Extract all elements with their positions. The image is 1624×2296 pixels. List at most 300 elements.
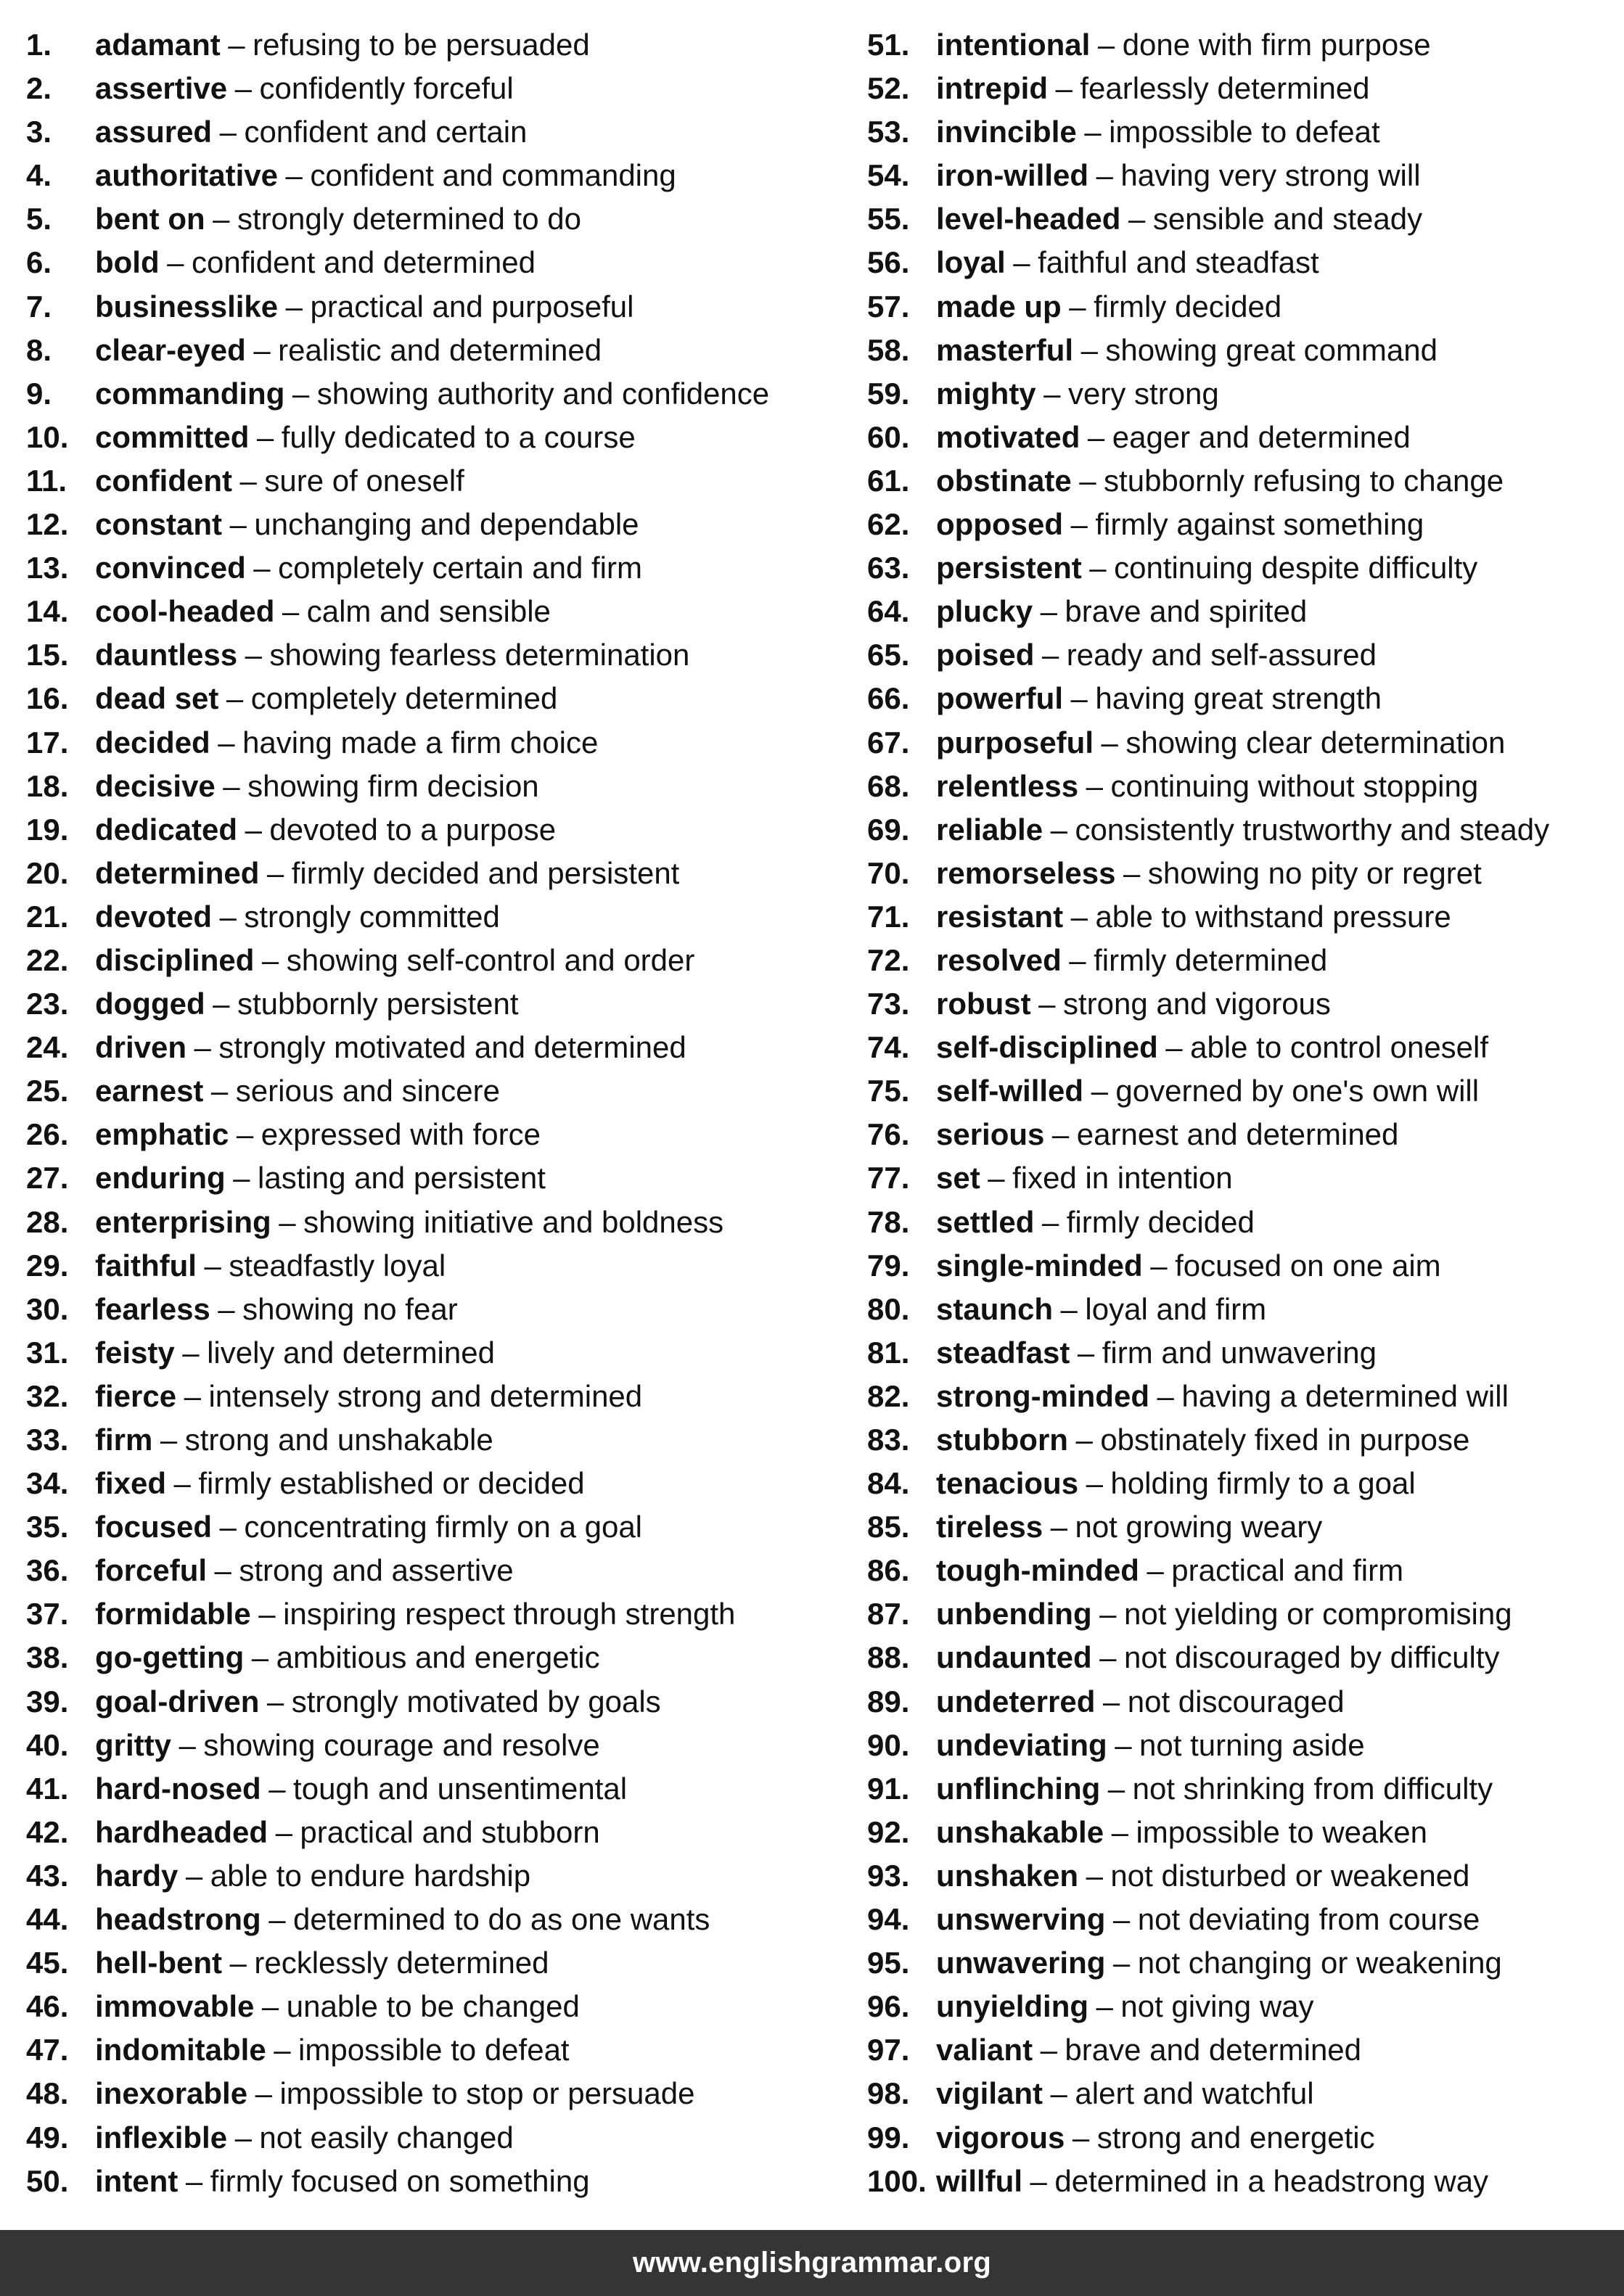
list-item <box>867 1592 1622 1636</box>
item-word: decided <box>95 725 210 760</box>
item-number: 90. <box>867 1727 910 1762</box>
list-item <box>26 1156 839 1200</box>
item-separator: – <box>239 463 257 498</box>
item-separator: – <box>1060 1291 1078 1326</box>
item-word: tough-minded <box>936 1553 1139 1588</box>
item-definition: having great strength <box>1095 681 1382 716</box>
list-item <box>867 1375 1622 1418</box>
item-number: 74. <box>867 1030 910 1065</box>
item-number: 14. <box>26 594 69 629</box>
item-word: poised <box>936 638 1035 672</box>
item-separator: – <box>184 1378 201 1413</box>
item-definition: lasting and persistent <box>258 1161 546 1196</box>
list-item <box>26 982 839 1026</box>
item-definition: not giving way <box>1120 1989 1314 2024</box>
item-number: 53. <box>867 115 910 149</box>
item-definition: determined in a headstrong way <box>1054 2163 1489 2198</box>
item-separator: – <box>245 638 262 672</box>
item-number: 84. <box>867 1466 910 1501</box>
item-definition: not discouraged by difficulty <box>1124 1640 1500 1675</box>
item-separator: – <box>218 1291 235 1326</box>
item-separator: – <box>1050 812 1067 847</box>
item-definition: able to withstand pressure <box>1095 899 1451 934</box>
list-item <box>26 503 839 546</box>
item-separator: – <box>1013 245 1030 280</box>
item-word: made up <box>936 289 1062 324</box>
list-item <box>26 1288 839 1331</box>
item-definition: consistently trustworthy and steady <box>1075 812 1550 847</box>
item-separator: – <box>226 681 244 716</box>
item-separator: – <box>1070 507 1088 542</box>
item-definition: stubbornly refusing to change <box>1104 463 1504 498</box>
item-definition: strong and vigorous <box>1063 987 1331 1021</box>
list-item <box>26 808 839 852</box>
item-word: intent <box>95 2163 179 2198</box>
item-separator: – <box>167 245 184 280</box>
list-item <box>867 633 1622 677</box>
item-number: 87. <box>867 1597 910 1632</box>
item-definition: not disturbed or weakened <box>1110 1858 1470 1893</box>
item-definition: unchanging and dependable <box>254 507 639 542</box>
list-item <box>26 546 839 590</box>
item-word: dauntless <box>95 638 238 672</box>
item-word: adamant <box>95 28 221 62</box>
item-number: 30. <box>26 1291 69 1326</box>
item-separator: – <box>1165 1030 1183 1065</box>
list-item <box>26 23 839 67</box>
item-separator: – <box>268 1902 286 1937</box>
item-word: staunch <box>936 1291 1054 1326</box>
list-item <box>26 1505 839 1549</box>
item-definition: calm and sensible <box>306 594 551 629</box>
item-word: cool-headed <box>95 594 275 629</box>
item-separator: – <box>1070 681 1088 716</box>
item-separator: – <box>1150 1248 1168 1283</box>
item-number: 98. <box>867 2076 910 2111</box>
item-definition: impossible to weaken <box>1136 1814 1427 1849</box>
item-number: 12. <box>26 507 69 542</box>
item-separator: – <box>1080 332 1098 367</box>
item-number: 5. <box>26 202 52 236</box>
item-number: 42. <box>26 1814 69 1849</box>
item-definition: confident and determined <box>192 245 536 280</box>
item-word: undeviating <box>936 1727 1107 1762</box>
item-separator: – <box>218 725 235 760</box>
item-word: intrepid <box>936 71 1048 106</box>
item-number: 85. <box>867 1510 910 1544</box>
list-item <box>26 765 839 808</box>
item-number: 63. <box>867 551 910 585</box>
list-item <box>867 1724 1622 1767</box>
item-word: unbending <box>936 1597 1092 1632</box>
item-word: settled <box>936 1204 1035 1239</box>
item-number: 75. <box>867 1074 910 1108</box>
item-word: go-getting <box>95 1640 245 1675</box>
item-separator: – <box>1079 463 1096 498</box>
item-separator: – <box>213 202 230 236</box>
item-separator: – <box>233 1161 250 1196</box>
item-number: 69. <box>867 812 910 847</box>
list-item <box>26 67 839 110</box>
item-definition: strongly motivated and determined <box>218 1030 686 1065</box>
item-separator: – <box>266 855 284 890</box>
item-number: 83. <box>867 1423 910 1457</box>
item-definition: impossible to defeat <box>298 2033 570 2067</box>
item-number: 66. <box>867 681 910 716</box>
item-word: resistant <box>936 899 1064 934</box>
item-number: 59. <box>867 376 910 411</box>
item-definition: confident and certain <box>244 115 528 149</box>
item-number: 45. <box>26 1946 69 1980</box>
item-separator: – <box>204 1248 221 1283</box>
item-number: 26. <box>26 1117 69 1152</box>
list-item <box>867 154 1622 197</box>
item-separator: – <box>1077 1335 1095 1370</box>
item-separator: – <box>285 158 303 193</box>
item-word: committed <box>95 419 250 454</box>
item-separator: – <box>1084 115 1102 149</box>
item-separator: – <box>285 289 303 324</box>
item-separator: – <box>251 1640 269 1675</box>
item-separator: – <box>1086 768 1103 803</box>
item-separator: – <box>988 1161 1005 1196</box>
item-number: 11. <box>26 463 67 498</box>
item-word: steadfast <box>936 1335 1070 1370</box>
item-separator: – <box>261 1989 279 2024</box>
list-item <box>867 982 1622 1026</box>
item-word: persistent <box>936 551 1082 585</box>
item-number: 50. <box>26 2163 69 2198</box>
item-number: 39. <box>26 1684 69 1719</box>
item-definition: strongly committed <box>244 899 500 934</box>
item-word: masterful <box>936 332 1074 367</box>
item-number: 55. <box>867 202 910 236</box>
item-number: 46. <box>26 1989 69 2024</box>
list-item <box>26 1941 839 1985</box>
item-number: 89. <box>867 1684 910 1719</box>
item-definition: firmly decided and persistent <box>291 855 680 890</box>
item-separator: – <box>1099 1640 1117 1675</box>
item-number: 27. <box>26 1161 69 1196</box>
item-definition: not changing or weakening <box>1137 1946 1502 1980</box>
item-word: motivated <box>936 419 1080 454</box>
item-definition: not shrinking from difficulty <box>1132 1771 1493 1806</box>
item-separator: – <box>1115 1727 1132 1762</box>
item-separator: – <box>1157 1378 1174 1413</box>
item-definition: impossible to stop or persuade <box>279 2076 695 2111</box>
item-word: bent on <box>95 202 205 236</box>
item-separator: – <box>219 1510 237 1544</box>
list-item <box>867 503 1622 546</box>
list-item <box>867 1331 1622 1375</box>
item-word: dead set <box>95 681 219 716</box>
item-definition: ready and self-assured <box>1066 638 1377 672</box>
list-item <box>867 677 1622 720</box>
item-definition: loyal and firm <box>1085 1291 1267 1326</box>
item-separator: – <box>210 1074 229 1108</box>
item-word: obstinate <box>936 463 1072 498</box>
item-word: focused <box>95 1510 213 1544</box>
item-word: vigorous <box>936 2120 1065 2155</box>
item-word: decisive <box>95 768 216 803</box>
list-item <box>26 1680 839 1724</box>
item-definition: strongly determined to do <box>237 202 581 236</box>
item-separator: – <box>1107 1771 1125 1806</box>
item-definition: showing no pity or regret <box>1147 855 1482 890</box>
list-item <box>26 2072 839 2115</box>
list-item <box>26 1113 839 1156</box>
list-item <box>26 285 839 329</box>
item-definition: having made a firm choice <box>242 725 599 760</box>
item-word: fixed <box>95 1466 167 1501</box>
item-separator: – <box>194 1030 211 1065</box>
item-separator: – <box>258 1597 276 1632</box>
item-number: 97. <box>867 2033 910 2067</box>
item-number: 57. <box>867 289 910 324</box>
list-item <box>26 939 839 982</box>
item-number: 10. <box>26 419 69 454</box>
item-separator: – <box>173 1466 191 1501</box>
item-number: 64. <box>867 594 910 629</box>
item-word: willful <box>936 2163 1022 2198</box>
item-word: dedicated <box>95 812 238 847</box>
item-definition: recklessly determined <box>254 1946 549 1980</box>
list-item <box>867 1505 1622 1549</box>
item-definition: not deviating from course <box>1137 1902 1480 1937</box>
item-separator: – <box>274 2033 291 2067</box>
item-definition: showing self-control and order <box>286 942 695 977</box>
item-number: 93. <box>867 1858 910 1893</box>
item-word: feisty <box>95 1335 175 1370</box>
item-word: stubborn <box>936 1423 1068 1457</box>
item-definition: intensely strong and determined <box>208 1378 643 1413</box>
item-separator: – <box>268 1771 286 1806</box>
item-number: 54. <box>867 158 910 193</box>
item-separator: – <box>1086 1466 1103 1501</box>
item-word: undaunted <box>936 1640 1092 1675</box>
item-separator: – <box>1147 1553 1164 1588</box>
list-item <box>867 23 1622 67</box>
list-item <box>867 721 1622 765</box>
item-definition: practical and purposeful <box>310 289 634 324</box>
item-number: 47. <box>26 2033 69 2067</box>
item-separator: – <box>228 28 245 62</box>
item-separator: – <box>1055 71 1073 106</box>
item-number: 25. <box>26 1074 69 1108</box>
item-definition: eager and determined <box>1112 419 1411 454</box>
item-definition: having a determined will <box>1181 1378 1509 1413</box>
item-separator: – <box>1111 1814 1128 1849</box>
item-number: 56. <box>867 245 910 280</box>
item-word: disciplined <box>95 942 255 977</box>
item-definition: devoted to a purpose <box>269 812 557 847</box>
item-definition: firmly decided <box>1094 289 1282 324</box>
list-item <box>867 852 1622 895</box>
item-separator: – <box>1123 855 1141 890</box>
item-word: indomitable <box>95 2033 266 2067</box>
item-number: 40. <box>26 1727 69 1762</box>
list-item <box>867 2028 1622 2072</box>
item-number: 61. <box>867 463 910 498</box>
item-definition: refusing to be persuaded <box>253 28 590 62</box>
item-word: loyal <box>936 245 1006 280</box>
list-item <box>26 2116 839 2160</box>
list-item <box>26 459 839 503</box>
item-number: 71. <box>867 899 910 934</box>
item-word: vigilant <box>936 2076 1043 2111</box>
item-number: 8. <box>26 332 52 367</box>
item-definition: showing great command <box>1105 332 1438 367</box>
list-item <box>26 1418 839 1462</box>
list-item <box>26 1854 839 1898</box>
item-definition: firm and unwavering <box>1102 1335 1377 1370</box>
item-word: firm <box>95 1423 153 1457</box>
list-item <box>26 1636 839 1679</box>
item-separator: – <box>1099 1597 1117 1632</box>
item-word: goal-driven <box>95 1684 260 1719</box>
list-item <box>867 895 1622 939</box>
item-definition: inspiring respect through strength <box>283 1597 736 1632</box>
item-number: 7. <box>26 289 52 324</box>
item-word: earnest <box>95 1074 204 1108</box>
item-separator: – <box>282 594 300 629</box>
item-word: purposeful <box>936 725 1094 760</box>
list-item <box>867 1811 1622 1854</box>
item-number: 19. <box>26 812 69 847</box>
item-number: 2. <box>26 71 52 106</box>
item-number: 51. <box>867 28 910 62</box>
item-separator: – <box>245 812 262 847</box>
item-word: inexorable <box>95 2076 248 2111</box>
item-definition: strongly motivated by goals <box>291 1684 661 1719</box>
item-number: 21. <box>26 899 69 934</box>
item-number: 91. <box>867 1771 910 1806</box>
item-number: 94. <box>867 1902 910 1937</box>
item-definition: firmly decided <box>1066 1204 1255 1239</box>
item-word: unflinching <box>936 1771 1101 1806</box>
list-item <box>867 372 1622 416</box>
list-item <box>867 67 1622 110</box>
item-separator: – <box>1040 2033 1057 2067</box>
item-separator: – <box>1075 1423 1093 1457</box>
item-separator: – <box>261 942 279 977</box>
item-word: assured <box>95 115 213 149</box>
item-separator: – <box>1038 987 1056 1021</box>
item-number: 3. <box>26 115 52 149</box>
item-separator: – <box>1072 2120 1090 2155</box>
item-definition: sensible and steady <box>1152 202 1423 236</box>
item-definition: impossible to defeat <box>1109 115 1380 149</box>
item-word: set <box>936 1161 980 1196</box>
list-item <box>867 2072 1622 2115</box>
list-item <box>867 765 1622 808</box>
item-number: 100. <box>867 2163 927 2198</box>
item-word: clear-eyed <box>95 332 246 367</box>
list-item <box>867 1985 1622 2028</box>
item-word: undeterred <box>936 1684 1096 1719</box>
item-word: plucky <box>936 594 1033 629</box>
item-definition: confident and commanding <box>310 158 676 193</box>
item-number: 67. <box>867 725 910 760</box>
item-word: resolved <box>936 942 1062 977</box>
item-definition: determined to do as one wants <box>293 1902 710 1937</box>
item-number: 29. <box>26 1248 69 1283</box>
list-item <box>26 852 839 895</box>
list-item <box>867 590 1622 633</box>
item-separator: – <box>1050 1510 1067 1544</box>
item-separator: – <box>1040 594 1057 629</box>
item-word: hard-nosed <box>95 1771 261 1806</box>
item-separator: – <box>214 1553 231 1588</box>
item-definition: not easily changed <box>259 2120 514 2155</box>
item-word: unwavering <box>936 1946 1106 1980</box>
list-item <box>26 895 839 939</box>
item-number: 36. <box>26 1553 69 1588</box>
item-definition: completely certain and firm <box>278 551 642 585</box>
footer-url[interactable]: www.englishgrammar.org <box>632 2247 992 2279</box>
item-number: 95. <box>867 1946 910 1980</box>
item-definition: not yielding or compromising <box>1123 1597 1512 1632</box>
item-definition: continuing without stopping <box>1110 768 1479 803</box>
item-definition: focused on one aim <box>1175 1248 1441 1283</box>
list-item <box>867 1941 1622 1985</box>
list-item <box>26 1767 839 1811</box>
item-word: driven <box>95 1030 187 1065</box>
item-number: 34. <box>26 1466 69 1501</box>
item-separator: – <box>253 551 271 585</box>
item-number: 77. <box>867 1161 910 1196</box>
item-word: valiant <box>936 2033 1033 2067</box>
item-number: 33. <box>26 1423 69 1457</box>
item-word: headstrong <box>95 1902 261 1937</box>
list-item <box>26 2160 839 2203</box>
item-separator: – <box>279 1204 296 1239</box>
list-item <box>26 1201 839 1244</box>
item-number: 16. <box>26 681 69 716</box>
item-separator: – <box>1097 28 1115 62</box>
item-number: 41. <box>26 1771 69 1806</box>
item-number: 35. <box>26 1510 69 1544</box>
item-number: 76. <box>867 1117 910 1152</box>
item-separator: – <box>253 332 271 367</box>
list-item <box>26 1331 839 1375</box>
list-item <box>867 808 1622 852</box>
item-number: 79. <box>867 1248 910 1283</box>
list-item <box>26 1462 839 1505</box>
item-number: 70. <box>867 855 910 890</box>
item-definition: fearlessly determined <box>1080 71 1370 106</box>
item-separator: – <box>185 2163 203 2198</box>
item-separator: – <box>179 1727 196 1762</box>
item-separator: – <box>256 419 274 454</box>
item-word: businesslike <box>95 289 279 324</box>
item-definition: serious and sincere <box>235 1074 500 1108</box>
item-definition: obstinately fixed in purpose <box>1100 1423 1470 1457</box>
item-word: forceful <box>95 1553 208 1588</box>
list-item <box>867 1026 1622 1069</box>
item-word: relentless <box>936 768 1079 803</box>
list-item <box>26 1898 839 1941</box>
item-number: 99. <box>867 2120 910 2155</box>
item-word: immovable <box>95 1989 255 2024</box>
item-word: serious <box>936 1117 1045 1152</box>
list-item <box>867 1680 1622 1724</box>
item-definition: showing clear determination <box>1125 725 1506 760</box>
item-word: enterprising <box>95 1204 271 1239</box>
item-separator: – <box>1096 158 1113 193</box>
item-word: authoritative <box>95 158 279 193</box>
list-item <box>867 546 1622 590</box>
